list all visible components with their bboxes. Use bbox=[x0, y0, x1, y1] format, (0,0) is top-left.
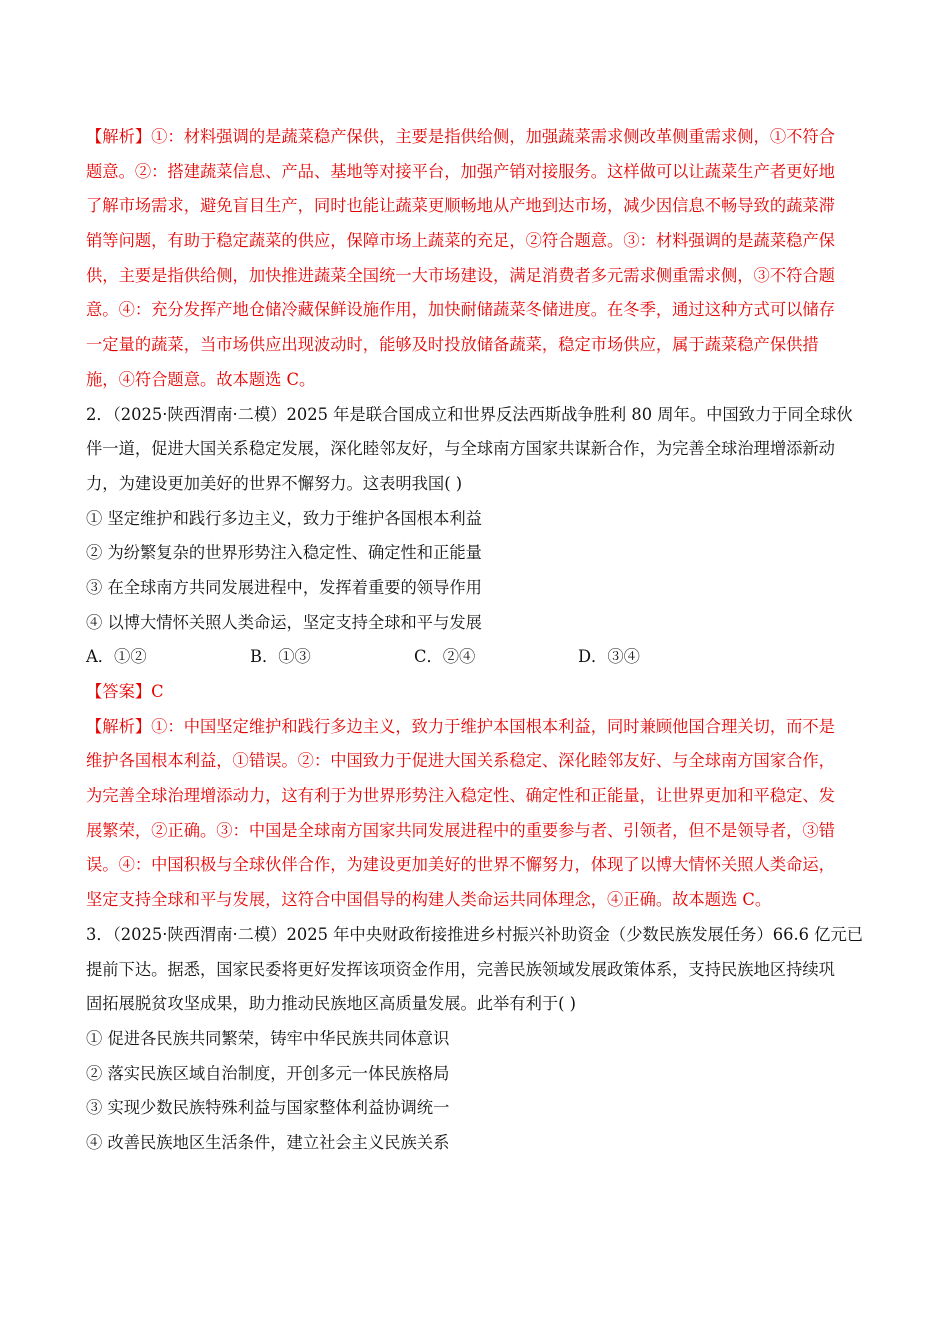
analysis-line: 销等问题，有助于稳定蔬菜的供应，保障市场上蔬菜的充足，②符合题意。③：材料强调的是蔬菜稳产保 bbox=[86, 231, 835, 251]
option-c: C．②④ bbox=[414, 647, 476, 667]
statement-item: ④ 以博大情怀关照人类命运，坚定支持全球和平与发展 bbox=[86, 612, 482, 632]
analysis-line: 维护各国根本利益，①错误。②：中国致力于促进大国关系稳定、深化睦邻友好、与全球南方国家合作， bbox=[86, 751, 835, 771]
question-3 bbox=[86, 918, 866, 1161]
statement-item: ① 坚定维护和践行多边主义，致力于维护各国根本利益 bbox=[86, 508, 482, 528]
analysis-block-q1 bbox=[86, 120, 866, 398]
question-stem-line: 伴一道，促进大国关系稳定发展，深化睦邻友好，与全球南方国家共谋新合作，为完善全球治理增添新动 bbox=[86, 439, 835, 459]
question-stem-line: 2．（2025·陕西渭南·二模）2025 年是联合国成立和世界反法西斯战争胜利 80 周年。中国致力于同全球伙 bbox=[86, 404, 853, 424]
answer-options bbox=[86, 640, 866, 675]
analysis-line: 施，④符合题意。故本题选 C。 bbox=[86, 369, 316, 389]
analysis-line: 展繁荣，②正确。③：中国是全球南方国家共同发展进程中的重要参与者、引领者，但不是领导者，③错 bbox=[86, 820, 835, 840]
statement-item: ③ 实现少数民族特殊利益与国家整体利益协调统一 bbox=[86, 1098, 450, 1118]
statement-item: ③ 在全球南方共同发展进程中，发挥着重要的领导作用 bbox=[86, 577, 482, 597]
analysis-line: 供，主要是指供给侧，加快推进蔬菜全国统一大市场建设，满足消费者多元需求侧重需求侧，③不符合题 bbox=[86, 265, 835, 285]
answer-and-analysis-q2 bbox=[86, 675, 866, 918]
option-d: D．③④ bbox=[578, 647, 640, 667]
analysis-line: 坚定支持全球和平与发展，这符合中国倡导的构建人类命运共同体理念，④正确。故本题选 C。 bbox=[86, 890, 772, 910]
answer-line: 【答案】C bbox=[86, 682, 164, 701]
statement-item: ② 落实民族区域自治制度，开创多元一体民族格局 bbox=[86, 1063, 450, 1083]
statement-item: ④ 改善民族地区生活条件，建立社会主义民族关系 bbox=[86, 1132, 450, 1152]
question-stem-line: 3．（2025·陕西渭南·二模）2025 年中央财政衔接推进乡村振兴补助资金（少数民族发展任务）66.6 亿元已 bbox=[86, 924, 864, 944]
analysis-line: 题意。②：搭建蔬菜信息、产品、基地等对接平台，加强产销对接服务。这样做可以让蔬菜生产者更好地 bbox=[86, 161, 835, 181]
document-page bbox=[86, 120, 866, 1161]
statement-item: ② 为纷繁复杂的世界形势注入稳定性、确定性和正能量 bbox=[86, 543, 482, 563]
option-b: B．①③ bbox=[250, 647, 311, 667]
question-2 bbox=[86, 398, 866, 676]
question-stem-line: 提前下达。据悉，国家民委将更好发挥该项资金作用，完善民族领域发展政策体系，支持民族地区持续巩 bbox=[86, 959, 835, 979]
statement-item: ① 促进各民族共同繁荣，铸牢中华民族共同体意识 bbox=[86, 1028, 450, 1048]
analysis-line: 了解市场需求，避免盲目生产，同时也能让蔬菜更顺畅地从产地到达市场，减少因信息不畅导致的蔬菜滞 bbox=[86, 196, 835, 216]
option-a: A．①② bbox=[86, 647, 147, 667]
analysis-line: 意。④：充分发挥产地仓储冷藏保鲜设施作用，加快耐储蔬菜冬储进度。在冬季，通过这种方式可以储存 bbox=[86, 300, 835, 320]
analysis-line: 为完善全球治理增添动力，这有利于为世界形势注入稳定性、确定性和正能量，让世界更加和平稳定、发 bbox=[86, 786, 835, 806]
analysis-line: 误。④：中国积极与全球伙伴合作，为建设更加美好的世界不懈努力，体现了以博大情怀关照人类命运， bbox=[86, 855, 835, 875]
analysis-line: 【解析】①：材料强调的是蔬菜稳产保供，主要是指供给侧，加强蔬菜需求侧改革侧重需求侧，①不符合 bbox=[86, 127, 835, 146]
analysis-line: 一定量的蔬菜，当市场供应出现波动时，能够及时投放储备蔬菜，稳定市场供应，属于蔬菜稳产保供措 bbox=[86, 335, 819, 355]
analysis-line: 【解析】①：中国坚定维护和践行多边主义，致力于维护本国根本利益，同时兼顾他国合理关切，而不是 bbox=[86, 716, 835, 736]
question-stem-line: 固拓展脱贫攻坚成果，助力推动民族地区高质量发展。此举有利于( ) bbox=[86, 994, 577, 1014]
question-stem-line: 力，为建设更加美好的世界不懈努力。这表明我国( ) bbox=[86, 473, 463, 493]
